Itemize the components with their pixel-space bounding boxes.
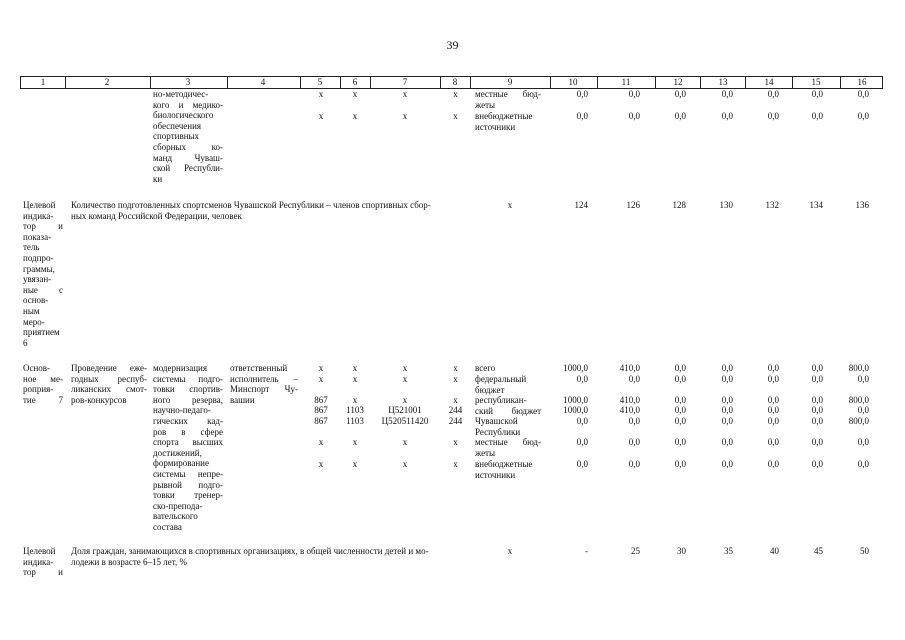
header-cell: 9: [507, 77, 513, 87]
value-cell: 0,0: [721, 437, 733, 447]
value-cell: 134: [809, 200, 823, 210]
value-cell: 0,0: [674, 405, 686, 415]
code-cell: х: [352, 437, 358, 447]
text-line: манд Чуваш-: [153, 152, 223, 163]
code-cell: х: [352, 395, 358, 405]
header-column-divider: [150, 76, 151, 89]
header-cell: 5: [317, 77, 323, 87]
code-cell: х: [318, 111, 324, 121]
text-line: научно-педаго-: [153, 405, 211, 416]
code-cell: х: [352, 111, 358, 121]
value-cell: 0,0: [721, 459, 733, 469]
header-cell: 10: [568, 77, 578, 87]
value-cell: 1000,0: [563, 395, 588, 405]
value-cell: 30: [677, 546, 686, 556]
code-cell: х: [453, 89, 458, 99]
value-cell: 410,0: [619, 395, 640, 405]
value-cell: 0,0: [857, 111, 869, 121]
code-cell: х: [352, 459, 358, 469]
code-cell: х: [402, 363, 408, 373]
text-line: Основ-: [23, 363, 51, 373]
value-cell: 0,0: [811, 459, 823, 469]
value-cell: 0,0: [576, 437, 588, 447]
value-cell: 0,0: [767, 363, 779, 373]
text-line: ным: [23, 306, 40, 316]
text-line: тие 7: [23, 394, 63, 405]
code-cell: х: [453, 395, 458, 405]
code-cell: х: [352, 374, 358, 384]
text-line: рывной подго-: [153, 479, 223, 490]
header-column-divider: [440, 76, 441, 89]
text-line: показа-: [23, 231, 52, 242]
text-line: ные с: [23, 284, 63, 295]
text-line: подпро-: [23, 253, 54, 263]
text-line: кого и медико-: [153, 99, 223, 110]
header-cell: 11: [621, 77, 631, 87]
text-line: увязан-: [23, 274, 52, 285]
value-cell: 124: [574, 200, 588, 210]
text-line: но-методичес-: [153, 89, 209, 99]
header-column-divider: [840, 76, 841, 89]
value-cell: 0,0: [811, 405, 823, 415]
text-line: Целевой: [23, 200, 56, 210]
text-line: исполнитель –: [230, 373, 298, 384]
header-cell: 4: [260, 77, 266, 87]
value-cell: 0,0: [576, 459, 588, 469]
value-cell: 130: [719, 200, 733, 210]
code-cell: Ц520511420: [381, 416, 429, 426]
value-cell: 0,0: [674, 416, 686, 426]
header-column-divider: [700, 76, 701, 89]
header-cell: 15: [811, 77, 821, 87]
value-cell: 35: [724, 546, 733, 556]
value-cell: 0,0: [767, 416, 779, 426]
text-line: спорта высших: [153, 437, 223, 448]
text-line: Целевой: [23, 546, 56, 556]
code-cell: х: [318, 459, 324, 469]
code-cell: х: [318, 374, 324, 384]
header-column-divider: [882, 76, 883, 89]
header-column-divider: [550, 76, 551, 89]
value-cell: 25: [631, 546, 640, 556]
code-cell: 244: [448, 416, 463, 426]
header-cell: 2: [104, 77, 110, 87]
value-cell: 0,0: [767, 459, 779, 469]
value-cell: 0,0: [767, 89, 779, 99]
value-cell: 0,0: [674, 363, 686, 373]
code-cell: 1103: [346, 416, 364, 426]
code-cell: 867: [314, 405, 328, 415]
text-line: меро-: [23, 316, 45, 327]
code-cell: х: [318, 89, 324, 99]
value-cell: 128: [672, 200, 686, 210]
code-cell: х: [453, 363, 458, 373]
indicator-text: Количество подготовленных спортсменов Чувашской Республики – членов спортивных сбор-: [71, 200, 431, 210]
text-line: товки тренер-: [153, 490, 223, 501]
indicator-text: лодежи в возрасте 6–15 лет, %: [71, 556, 187, 567]
source-label: внебюджетные: [475, 459, 533, 469]
code-cell: х: [318, 437, 324, 447]
header-column-divider: [470, 76, 471, 89]
header-column-divider: [597, 76, 598, 89]
header-column-divider: [745, 76, 746, 89]
value-cell: 0,0: [767, 111, 779, 121]
value-cell: 0,0: [576, 374, 588, 384]
text-line: основ-: [23, 295, 49, 306]
text-line: ное ме-: [23, 373, 63, 384]
value-cell: 0,0: [811, 437, 823, 447]
value-cell: 0,0: [674, 437, 686, 447]
value-cell: 126: [626, 200, 640, 210]
value-cell: 50: [860, 546, 869, 556]
value-cell: 800,0: [848, 395, 869, 405]
text-line: индика-: [23, 210, 54, 221]
value-cell: 1000,0: [563, 405, 588, 415]
code-cell: х: [453, 437, 458, 447]
source-label: республикан-: [475, 395, 527, 405]
text-line: Минспорт Чу-: [230, 384, 298, 395]
text-line: Проведение еже-: [71, 363, 147, 373]
code-cell: 867: [314, 416, 328, 426]
source-label: местные бюд-: [475, 437, 541, 447]
value-cell: 0,0: [628, 416, 640, 426]
value-cell: 132: [765, 200, 779, 210]
text-line: приятием 6: [23, 327, 62, 348]
header-cell: 8: [452, 77, 458, 87]
code-cell: Ц521001: [388, 405, 422, 415]
header-column-divider: [300, 76, 301, 89]
code-cell: х: [453, 374, 458, 384]
value-cell: 0,0: [857, 405, 869, 415]
source-label: федеральный: [475, 374, 527, 384]
source-label: бюджет: [475, 384, 505, 395]
value-cell: 0,0: [576, 89, 588, 99]
text-line: достижений,: [153, 447, 202, 458]
value-cell: 800,0: [848, 363, 869, 373]
page-number: 39: [446, 38, 459, 52]
value-cell: 410,0: [619, 405, 640, 415]
source-label: Республики: [475, 426, 521, 437]
text-line: ской Республи-: [153, 163, 223, 174]
source-label: ский бюджет: [475, 405, 541, 416]
text-line: роприя-: [23, 384, 54, 395]
source-label: местные бюд-: [475, 89, 541, 99]
header-cell: 3: [185, 77, 191, 87]
text-line: ско-препода-: [153, 500, 203, 511]
text-line: модернизация: [153, 363, 207, 373]
value-cell: 0,0: [721, 89, 733, 99]
header-column-divider: [20, 76, 21, 89]
text-line: тель: [23, 242, 40, 253]
source-label: внебюджетные: [475, 111, 533, 121]
source-label: источники: [475, 469, 516, 480]
value-cell: 0,0: [628, 111, 640, 121]
text-line: гических кад-: [153, 416, 223, 426]
value-cell: 0,0: [857, 437, 869, 447]
text-line: вашии: [230, 394, 255, 405]
value-cell: 0,0: [674, 374, 686, 384]
code-cell: х: [402, 374, 408, 384]
value-cell: 800,0: [848, 416, 869, 426]
text-line: годных респуб-: [71, 373, 147, 384]
source-label: жеты: [475, 447, 496, 458]
text-line: ного резерва,: [153, 394, 223, 405]
value-cell: 0,0: [767, 437, 779, 447]
text-line: граммы,: [23, 263, 55, 274]
header-column-divider: [65, 76, 66, 89]
code-cell: 244: [448, 405, 463, 415]
text-line: ответственный: [230, 363, 288, 373]
value-cell: 0,0: [576, 416, 588, 426]
text-line: биологического: [153, 110, 214, 121]
value-cell: 0,0: [721, 405, 733, 415]
text-line: тор и: [23, 221, 63, 232]
header-column-divider: [655, 76, 656, 89]
code-cell: х: [318, 363, 324, 373]
code-cell: 1103: [346, 405, 364, 415]
value-cell: 0,0: [857, 459, 869, 469]
text-line: системы непре-: [153, 469, 223, 479]
header-column-divider: [370, 76, 371, 89]
value-cell: 0,0: [721, 111, 733, 121]
header-column-divider: [227, 76, 228, 89]
source-label: всего: [475, 363, 496, 373]
header-cell: 1: [40, 77, 46, 87]
value-cell: 0,0: [811, 416, 823, 426]
text-line: ликанских смот-: [71, 384, 147, 395]
text-line: вательского: [153, 511, 198, 522]
text-line: обеспечения: [153, 120, 202, 131]
value-cell: 0,0: [674, 395, 686, 405]
text-line: тор и: [23, 567, 63, 578]
code-cell: х: [453, 111, 458, 121]
header-cell: 7: [402, 77, 408, 87]
value-cell: 0,0: [811, 363, 823, 373]
text-line: формирование: [153, 458, 209, 469]
indicator-text: Доля граждан, занимающихся в спортивных организациях, в общей численности детей и мо-: [71, 546, 429, 556]
value-cell: 0,0: [721, 395, 733, 405]
value-cell: 0,0: [721, 416, 733, 426]
code-cell: х: [507, 546, 513, 556]
value-cell: 0,0: [674, 459, 686, 469]
header-cell: 14: [764, 77, 774, 87]
value-cell: 0,0: [628, 437, 640, 447]
value-cell: 0,0: [811, 111, 823, 121]
header-cell: 16: [857, 77, 867, 87]
code-cell: х: [402, 395, 408, 405]
value-cell: 45: [814, 546, 823, 556]
value-cell: 1000,0: [563, 363, 588, 373]
code-cell: х: [453, 459, 458, 469]
code-cell: х: [402, 89, 408, 99]
value-cell: 0,0: [857, 89, 869, 99]
value-cell: 0,0: [767, 395, 779, 405]
value-cell: 0,0: [576, 111, 588, 121]
code-cell: 867: [314, 395, 328, 405]
text-line: системы подго-: [153, 373, 223, 384]
value-cell: 0,0: [628, 374, 640, 384]
text-line: состава: [153, 522, 182, 532]
source-label: жеты: [475, 99, 496, 110]
text-line: спортивных: [153, 131, 200, 142]
value-cell: 136: [855, 200, 869, 210]
value-cell: 0,0: [857, 374, 869, 384]
text-line: ров-конкурсов: [71, 394, 127, 405]
value-cell: 0,0: [811, 374, 823, 384]
header-cell: 12: [673, 77, 683, 87]
code-cell: х: [402, 459, 408, 469]
value-cell: 0,0: [721, 363, 733, 373]
text-line: ки: [153, 173, 163, 184]
value-cell: 0,0: [721, 374, 733, 384]
value-cell: 0,0: [628, 89, 640, 99]
value-cell: -: [585, 546, 588, 556]
header-column-divider: [792, 76, 793, 89]
source-label: источники: [475, 121, 516, 132]
indicator-text: ных команд Российской Федерации, человек: [71, 210, 242, 221]
code-cell: х: [402, 437, 408, 447]
text-line: индика-: [23, 556, 54, 567]
text-line: сборных ко-: [153, 142, 223, 152]
code-cell: х: [352, 363, 358, 373]
code-cell: х: [352, 89, 358, 99]
value-cell: 0,0: [767, 374, 779, 384]
source-label: Чувашской: [475, 416, 518, 426]
header-column-divider: [340, 76, 341, 89]
code-cell: х: [402, 111, 408, 121]
value-cell: 410,0: [619, 363, 640, 373]
header-cell: 6: [352, 77, 358, 87]
text-line: товки спортив-: [153, 384, 223, 395]
text-line: ров в сфере: [153, 426, 223, 437]
value-cell: 0,0: [767, 405, 779, 415]
value-cell: 0,0: [628, 459, 640, 469]
value-cell: 0,0: [674, 111, 686, 121]
header-cell: 13: [718, 77, 728, 87]
value-cell: 0,0: [811, 89, 823, 99]
value-cell: 0,0: [674, 89, 686, 99]
code-cell: х: [507, 200, 513, 210]
value-cell: 40: [770, 546, 779, 556]
value-cell: 0,0: [811, 395, 823, 405]
